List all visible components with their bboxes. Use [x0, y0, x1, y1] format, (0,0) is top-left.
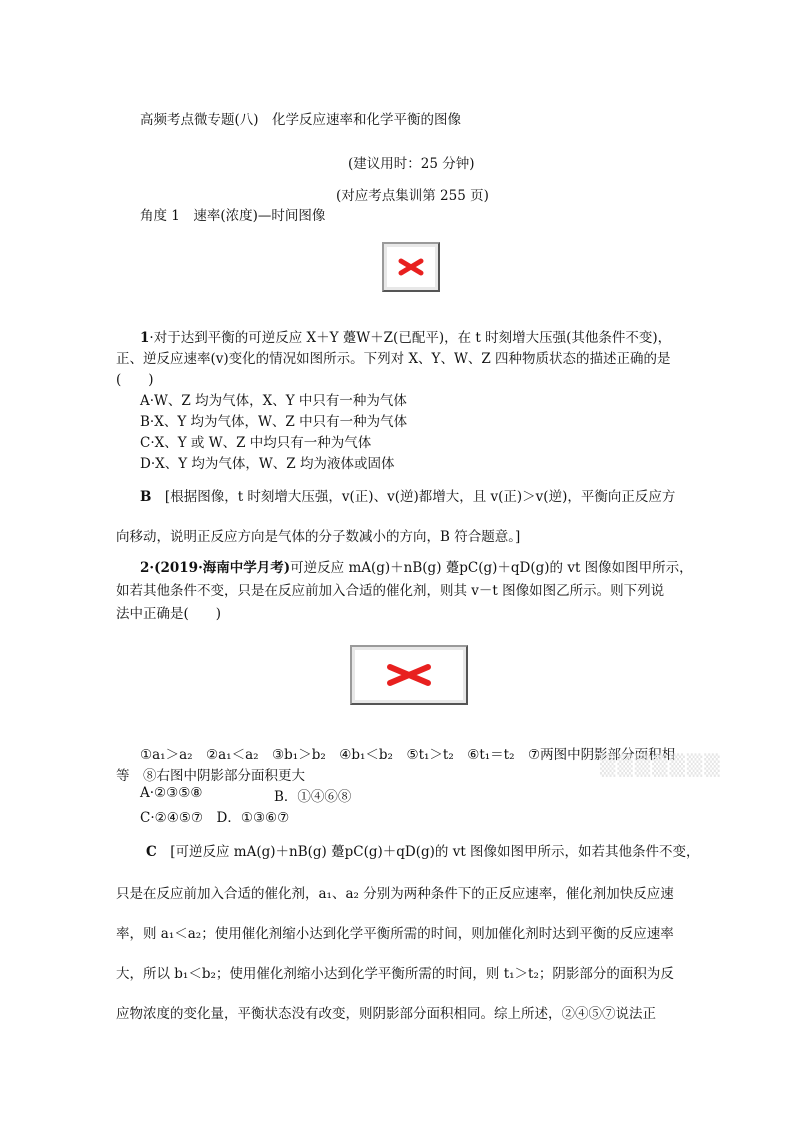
question-1-line2: 正、逆反应速率(v)变化的情况如图所示。下列对 X、Y、W、Z 四种物质状态的描述正确的是: [116, 351, 671, 367]
broken-image-icon: [382, 242, 440, 292]
answer-1-line2: 向移动，说明正反应方向是气体的分子数减小的方向，B 符合题意。]: [116, 529, 521, 545]
section-title: 角度 1 速率(浓度)—时间图像: [140, 208, 326, 224]
answer-2-line2: 只是在反应前加入合适的催化剂，a₁、a₂ 分别为两种条件下的正反应速率，催化剂加快反应速: [116, 886, 674, 902]
watermark: ▒▒▒▒▒▒▒: [600, 753, 722, 777]
statements-line2: 等 ⑧右图中阴影部分面积更大: [116, 768, 305, 784]
option-a: A·W、Z 均为气体，X、Y 中只有一种为气体: [140, 393, 407, 409]
answer-2-line5: 应物浓度的变化量，平衡状态没有改变，则阴影部分面积相同。综上所述，②④⑤⑦说法正: [116, 1006, 656, 1022]
question-2-line1: 2·(2019·海南中学月考)可逆反应 mA(g)＋nB(g) 躉pC(g)＋qD(g)的 vt 图像如图甲所示，: [140, 560, 693, 576]
answer-2-line3: 率，则 a₁＜a₂；使用催化剂缩小达到化学平衡所需的时间，则加催化剂时达到平衡的反应速率: [116, 926, 674, 942]
question-2-line3: 法中正确是( ): [116, 606, 222, 622]
option-c: C·X、Y 或 W、Z 中均只有一种为气体: [140, 435, 372, 451]
option-d: D·X、Y 均为气体，W、Z 均为液体或固体: [140, 456, 395, 472]
suggested-time: (建议用时：25 分钟): [348, 156, 475, 172]
answer-2-line1: C [可逆反应 mA(g)＋nB(g) 躉pC(g)＋qD(g)的 vt 图像如图甲所示，如若其他条件不变，: [146, 844, 700, 860]
page-title: 高频考点微专题(八) 化学反应速率和化学平衡的图像: [140, 112, 462, 128]
option-c-d: C·②④⑤⑦ D．①③⑥⑦: [140, 810, 290, 826]
reference-note: (对应考点集训第 255 页): [336, 188, 489, 204]
option-b: B．①④⑥⑧: [274, 789, 352, 805]
answer-1-line1: B [根据图像，t 时刻增大压强，v(正)、v(逆)都增大，且 v(正)＞v(逆)，平衡向正反应方: [140, 489, 676, 505]
broken-image-icon: [350, 645, 468, 705]
answer-2-line4: 大，所以 b₁＜b₂；使用催化剂缩小达到化学平衡所需的时间，则 t₁＞t₂；阴影部分的面积为反: [116, 966, 674, 982]
question-2-line2: 如若其他条件不变，只是在反应前加入合适的催化剂，则其 v－t 图像如图乙所示。则下列说: [116, 583, 665, 599]
option-a: A·②③⑤⑧: [140, 785, 203, 801]
question-1-bracket: ( ): [116, 372, 154, 388]
option-b: B·X、Y 均为气体，W、Z 中只有一种为气体: [140, 414, 408, 430]
statements-line1: ①a₁＞a₂ ②a₁＜a₂ ③b₁＞b₂ ④b₁＜b₂ ⑤t₁＞t₂ ⑥t₁＝t₂ ⑦两图中阴影部分面积相: [140, 747, 676, 763]
question-1-line1: 1·对于达到平衡的可逆反应 X＋Y 躉W＋Z(已配平)，在 t 时刻增大压强(其他条件不变)，: [140, 330, 672, 346]
